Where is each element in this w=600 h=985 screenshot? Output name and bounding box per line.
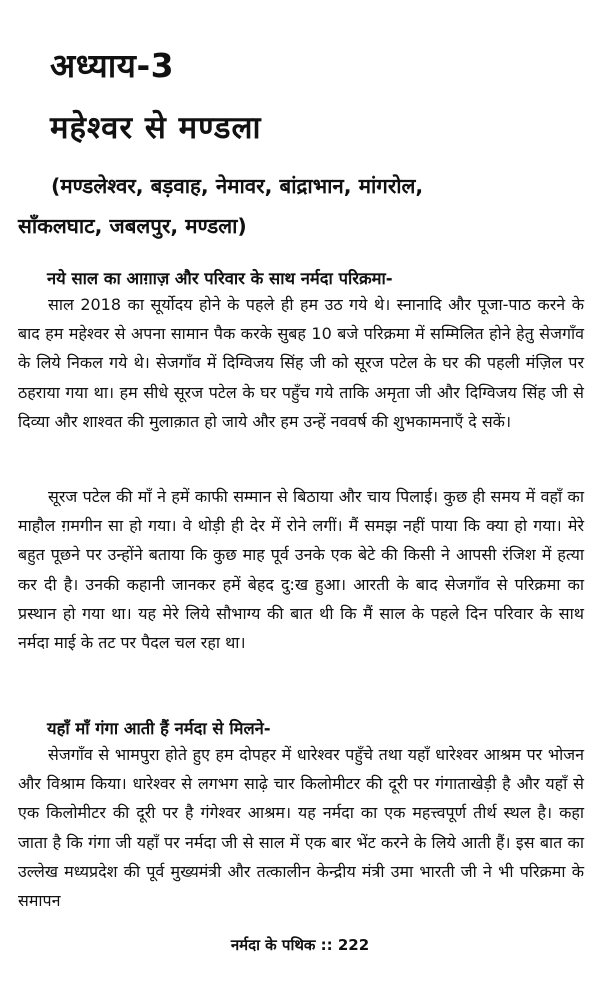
section-1-paragraph-2: सूरज पटेल की माँ ने हमें काफी सम्मान से बिठाया और चाय पिलाई। कुछ ही समय में वहाँ का माहौल ग़मगीन सा हो गया। वे थोड़ी ही देर में रोने लगीं। मैं समझ नहीं पाया कि क्या हो गया। मेरे बहुत पूछने पर उन्होंने बताया कि कुछ माह पूर्व उनके एक बेटे की किसी ने आपसी रंजिश में हत्या कर दी है। उनकी कहानी जानकर हमें बेहद दु:ख हुआ। आरती के बाद सेजगाँव से परिक्रमा का प्रस्थान हो गया था। यह मेरे लिये सौभाग्य की बात थी कि मैं साल के पहले दिन परिवार के साथ नर्मदा माई के तट पर पैदल चल रहा था। xyxy=(18,487,584,653)
section-1-paragraph-1: साल 2018 का सूर्योदय होने के पहले ही हम उठ गये थे। स्नानादि और पूजा-पाठ करने के बाद हम महेश्वर से अपना सामान पैक करके सुबह 10 बजे परिक्रमा में सम्मिलित होने हेतु सेजगाँव के लिये निकल गये थे। सेजगाँव में दिग्विजय सिंह जी को सूरज पटेल के घर की पहली मंज़िल पर ठहराया गया था। हम सीधे सूरज पटेल के घर पहुँच गये ताकि अमृता जी और दिग्विजय सिंह जी से दिव्या और शाश्वत की मुलाक़ात हो जाये और हम उन्हें नववर्ष की शुभकामनाएँ दे सकें। xyxy=(18,295,584,431)
section-2-paragraph-1: सेजगाँव से भामपुरा होते हुए हम दोपहर में धारेश्वर पहुँचे तथा यहाँ धारेश्वर आश्रम पर भोजन और विश्राम किया। धारेश्वर से लगभग साढ़े चार किलोमीटर की दूरी पर गंगाताखेड़ी है और यहाँ से एक किलोमीटर की दूरी पर है गंगेश्वर आश्रम। यह नर्मदा का एक महत्त्वपूर्ण तीर्थ स्थल है। कहा जाता है कि गंगा जी यहाँ पर नर्मदा जी से साल में एक बार भेंट करने के लिये आती हैं। इस बात का उल्लेख मध्यप्रदेश की पूर्व मुख्यमंत्री और तत्कालीन केन्द्रीय मंत्री उमा भारती जी ने भी परिक्रमा के समापन xyxy=(18,745,584,911)
chapter-subtitle xyxy=(18,166,578,246)
chapter-subtitle-line-2: साँकलघाट, जबलपुर, मण्डला) xyxy=(18,214,247,238)
chapter-title: महेश्वर से मण्डला xyxy=(50,110,262,146)
page-footer: नर्मदा के पथिक :: 222 xyxy=(230,936,370,954)
section-heading-1: नये साल का आग़ाज़ और परिवार के साथ नर्मदा परिक्रमा- xyxy=(47,269,393,288)
chapter-subtitle-line-1: (मण्डलेश्वर, बड़वाह, नेमावर, बांद्राभान, मांगरोल, xyxy=(51,174,424,198)
chapter-label: अध्याय-3 xyxy=(50,46,175,85)
section-heading-2: यहाँ माँ गंगा आती हैं नर्मदा से मिलने- xyxy=(47,719,271,738)
